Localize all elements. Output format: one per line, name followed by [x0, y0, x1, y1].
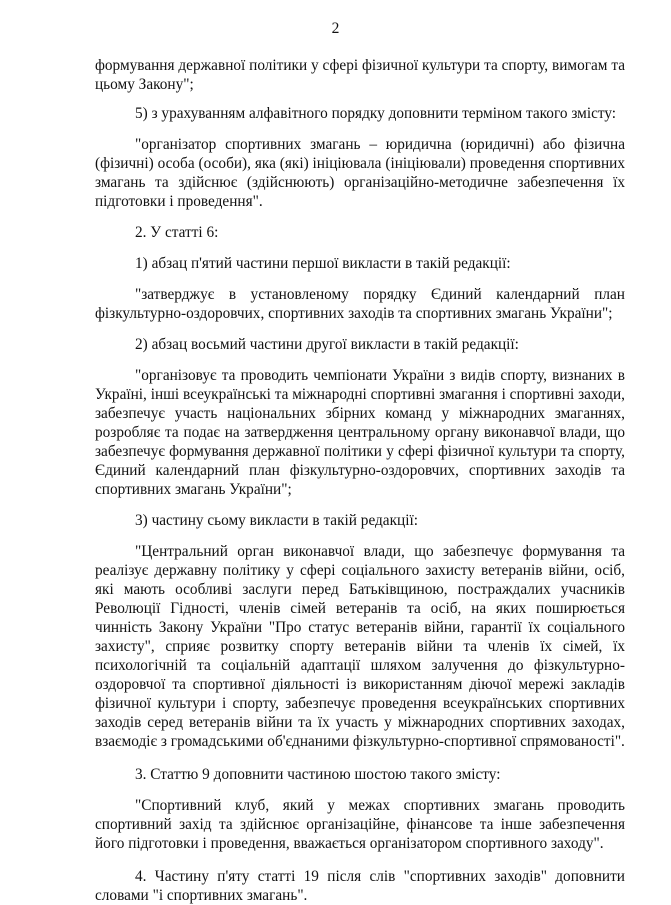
paragraph-article-9-text: "Спортивний клуб, який у межах спортивних змагань проводить спортивний захід та здійснює організаційне, фінансове та інше забезпечення його підготовки і проведення, вважається організатором спортивного заходу". [95, 797, 625, 852]
page-number: 2 [331, 20, 340, 37]
paragraph-article-6-item-1: 1) абзац п'ятий частини першої викласти в такій редакції: [135, 255, 511, 272]
paragraph-definition-organizer: "організатор спортивних змагань – юридична (юридичні) або фізична (фізичні) особа (особи), яка (які) ініціювала (ініціювали) проведення спортивних змагань та здійснює (здійснюють) організаційно-методичне забезпечення їх підготовки і проведення". [95, 136, 625, 210]
paragraph-article-6-item-1-text: "затверджує в установленому порядку Єдиний календарний план фізкультурно-оздоровчих, спортивних заходів та спортивних змагань України"; [95, 286, 625, 322]
paragraph-continuation: формування державної політики у сфері фізичної культури та спорту, вимогам та цьому Закону"; [95, 57, 625, 93]
paragraph-article-6-item-2: 2) абзац восьмий частини другої викласти в такій редакції: [135, 336, 519, 353]
paragraph-article-6-item-3-text: "Центральний орган виконавчої влади, що забезпечує формування та реалізує державну політику у сфері соціального захисту ветеранів війни, осіб, які мають особливі заслуги перед Батьківщиною, постраждалих учасників Революції Гідності, членів сімей ветеранів та осіб, на яких поширюється чинність Закону України "Про статус ветеранів війни, гарантії їх соціального захисту", сприяє розвитку спорту ветеранів війни та членів їх сімей, їх психологічній та соціальній адаптації шляхом залучення до фізкультурно-оздоровчої та спортивної діяльності із використанням діючої мережі закладів фізичної культури і спорту, забезпечує проведення всеукраїнських спортивних заходів серед ветеранів війни та їх участь у міжнародних спортивних заходах, взаємодіє з громадськими об'єднаними фізкультурно-спортивної спрямованості". [95, 543, 625, 750]
paragraph-item-5: 5) з урахуванням алфавітного порядку доповнити терміном такого змісту: [135, 105, 617, 122]
paragraph-article-6-heading: 2. У статті 6: [135, 224, 219, 241]
paragraph-article-6-item-2-text: "організовує та проводить чемпіонати України з видів спорту, визнаних в Україні, інші всеукраїнські та міжнародні спортивні змагання і спортивні заходи, забезпечує участь національних збірних команд у міжнародних змаганнях, розробляє та подає на затвердження центральному органу виконавчої влади, що забезпечує формування державної політики у сфері фізичної культури та спорту, Єдиний календарний план фізкультурно-оздоровчих, спортивних заходів та спортивних змагань України"; [95, 367, 625, 498]
paragraph-article-6-item-3: 3) частину сьому викласти в такій редакції: [135, 512, 418, 529]
paragraph-article-9: 3. Статтю 9 доповнити частиною шостою такого змісту: [135, 766, 501, 783]
paragraph-article-19: 4. Частину п'яту статті 19 після слів "спортивних заходів" доповнити словами "і спортивних змагань". [95, 868, 625, 904]
document-body [95, 56, 625, 905]
